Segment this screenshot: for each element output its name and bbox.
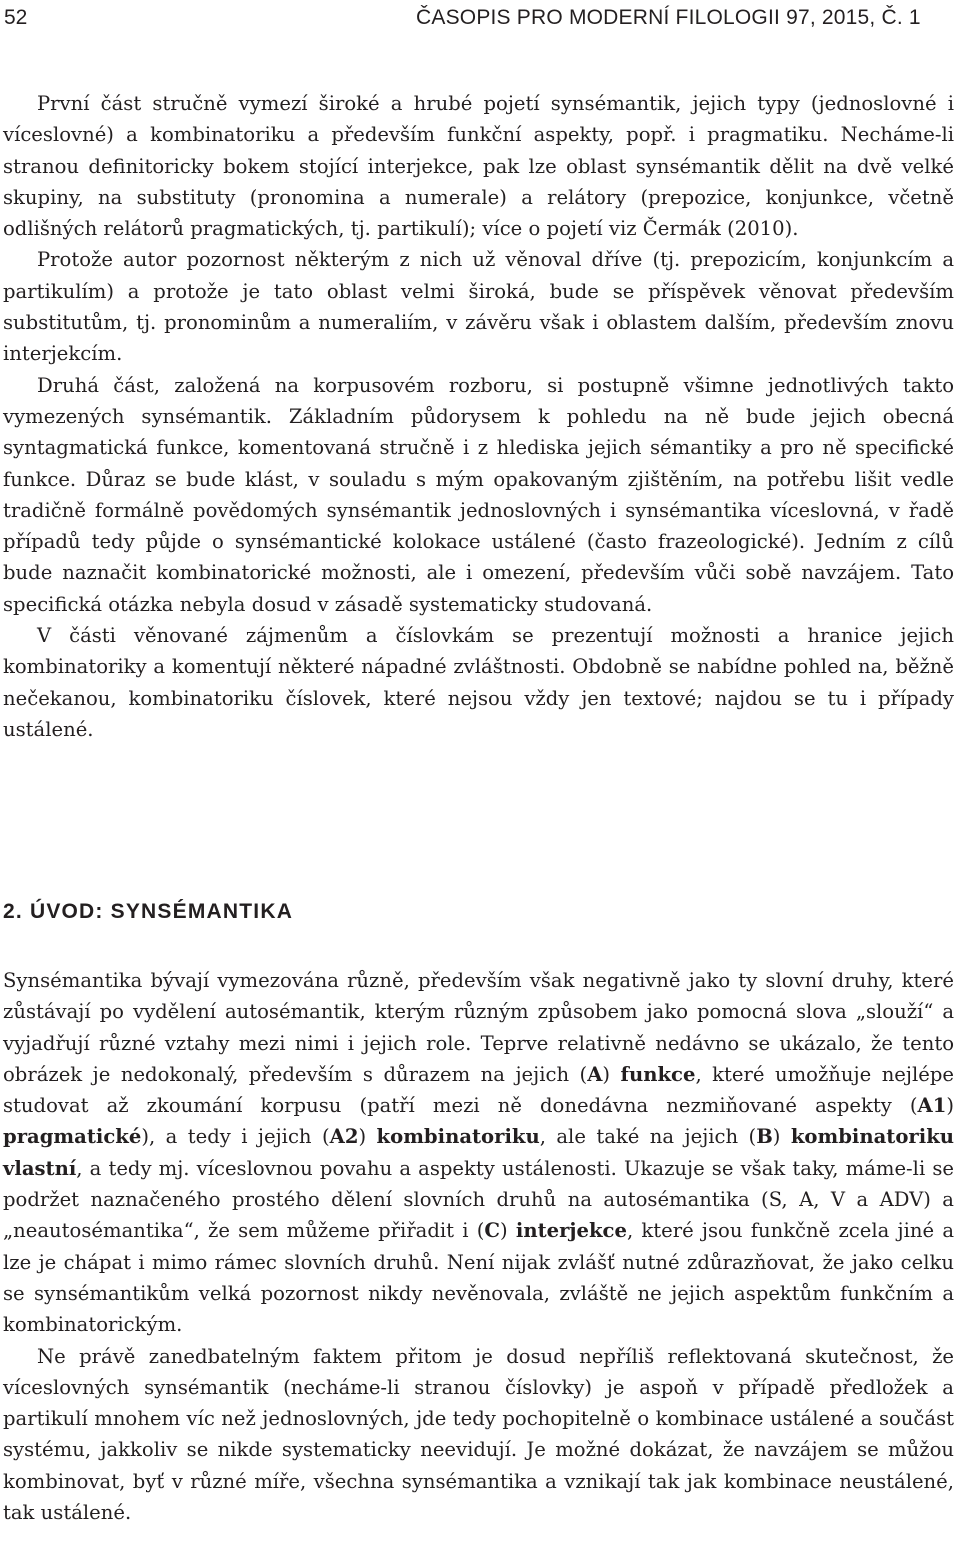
- emphasis: pragmatické: [3, 1125, 142, 1149]
- text-run: Synsémantika bývají vymezována různě, především však negativně jako ty slovní druhy, které zůstávají po vydělení autosémantik, kterým různým způsobem jako pomocná slova „slouží“ a vyjadřují různé vztahy mezi nimi i jejich role. Teprve relativně nedávno se ukázalo, že tento obrázek je nedokonalý, především s důrazem na jejich (: [3, 969, 954, 1086]
- emphasis: B: [756, 1125, 773, 1149]
- text-run: ): [500, 1219, 516, 1243]
- emphasis: interjekce: [515, 1219, 627, 1243]
- section-heading: 2. ÚVOD: SYNSÉMANTIKA: [3, 900, 294, 923]
- paragraph: První část stručně vymezí široké a hrubé pojetí synsémantik, jejich typy (jednoslovné i víceslovné) a kombinatoriku a především funkční aspekty, popř. i pragmatiku. Necháme-li stranou definitoricky bokem stojící interjekce, pak lze oblast synsémantik dělit na dvě velké skupiny, na substituty (pronomina a numerale) a relátory (prepozice, konjunkce, včetně odlišných relátorů pragmatických, tj. partikulí); více o pojetí viz Čermák (2010).: [3, 92, 954, 241]
- text-run: ): [772, 1125, 791, 1149]
- journal-title: ČASOPIS PRO MODERNÍ FILOLOGII 97, 2015, Č. 1: [416, 6, 921, 29]
- paragraph: Ne právě zanedbatelným faktem přitom je dosud nepříliš reflektovaná skutečnost, že víceslovných synsémantik (necháme-li stranou číslovky) je aspoň v případě předložek a partikulí mnohem víc než jednoslovných, jde tedy pochopitelně o kombinace ustálené a součást systému, jakkoliv se nikde systematicky neevidují. Je možné dokázat, že navzájem se můžou kombinovat, byť v různé míře, všechna synsémantika a vznikají tak jak kombinace neustálené, tak ustálené.: [3, 1344, 954, 1525]
- emphasis: kombinatoriku vlastní: [3, 1125, 955, 1180]
- text-run: ), a tedy i jejich (: [141, 1125, 330, 1149]
- emphasis: A: [587, 1062, 603, 1086]
- paragraph: Protože autor pozornost některým z nich už věnoval dříve (tj. prepozicím, konjunkcím a partikulím) a protože je tato oblast velmi široká, bude se příspěvek věnovat především substitutům, tj. pronominům a numeraliím, v závěru však i oblastem dalším, především znovu interjekcím.: [3, 248, 954, 366]
- emphasis: A2: [329, 1125, 359, 1149]
- paragraph: Druhá část, založená na korpusovém rozboru, si postupně všimne jednotlivých takto vymezených synsémantik. Základním půdorysem k pohledu na ně bude jejich obecná syntagmatická funkce, komentovaná stručně i z hlediska jejich sémantiky a pro ně specifické funkce. Důraz se bude klást, v souladu s mým opakovaným zjištěním, na potřebu lišit vedle tradičně formálně povědomých synsémantik jednoslovných i synsémantika víceslovná, v řadě případů tedy půjde o synsémantické kolokace ustálené (často frazeologické). Jedním z cílů bude naznačit kombinatorické možnosti, ale i omezení, především vůči sobě navzájem. Tato specifická otázka nebyla dosud v zásadě systematicky studovaná.: [3, 373, 954, 616]
- emphasis: kombinatoriku: [376, 1125, 540, 1149]
- text-run: , ale také na jejich (: [539, 1125, 757, 1149]
- text-run: , které umožňuje nejlépe studovat až zkoumání korpusu (patří mezi ně donedávna nezmiňované aspekty (: [3, 1062, 954, 1118]
- paragraph: V části věnované zájmenům a číslovkám se prezentují možnosti a hranice jejich kombinatoriky a komentují některé nápadné zvláštnosti. Obdobně se nabídne pohled na, běžně nečekanou, kombinatoriku číslovek, které nejsou vždy jen textové; najdou se tu i případy ustálené.: [3, 624, 954, 741]
- emphasis: A1: [917, 1094, 947, 1118]
- section-text: [3, 965, 954, 1528]
- intro-text: [3, 88, 954, 745]
- text-run: ): [602, 1062, 621, 1086]
- page-number: 52: [4, 6, 28, 29]
- paragraph: [3, 965, 954, 1341]
- text-run: , a tedy mj. víceslovnou povahu a aspekty ustálenosti. Ukazuje se však taky, máme-li se podržet naznačeného prostého dělení slovních druhů na autosémantika (S, A, V a ADV) a „neautosémantika“, že sem můžeme přiřadit i (: [3, 1156, 954, 1243]
- running-header: [4, 6, 956, 36]
- emphasis: funkce: [620, 1062, 696, 1086]
- text-run: ): [358, 1125, 377, 1149]
- text-run: ): [946, 1094, 954, 1118]
- text-run: , které jsou funkčně zcela jiné a lze je chápat i mimo rámec slovních druhů. Není nijak zvlášť nutné zdůrazňovat, že jako celku se synsémantikům velká pozornost nikdy nevěnovala, zvláště ne jejich aspektům funkčním a kombinatorickým.: [3, 1219, 954, 1337]
- emphasis: C: [484, 1219, 501, 1243]
